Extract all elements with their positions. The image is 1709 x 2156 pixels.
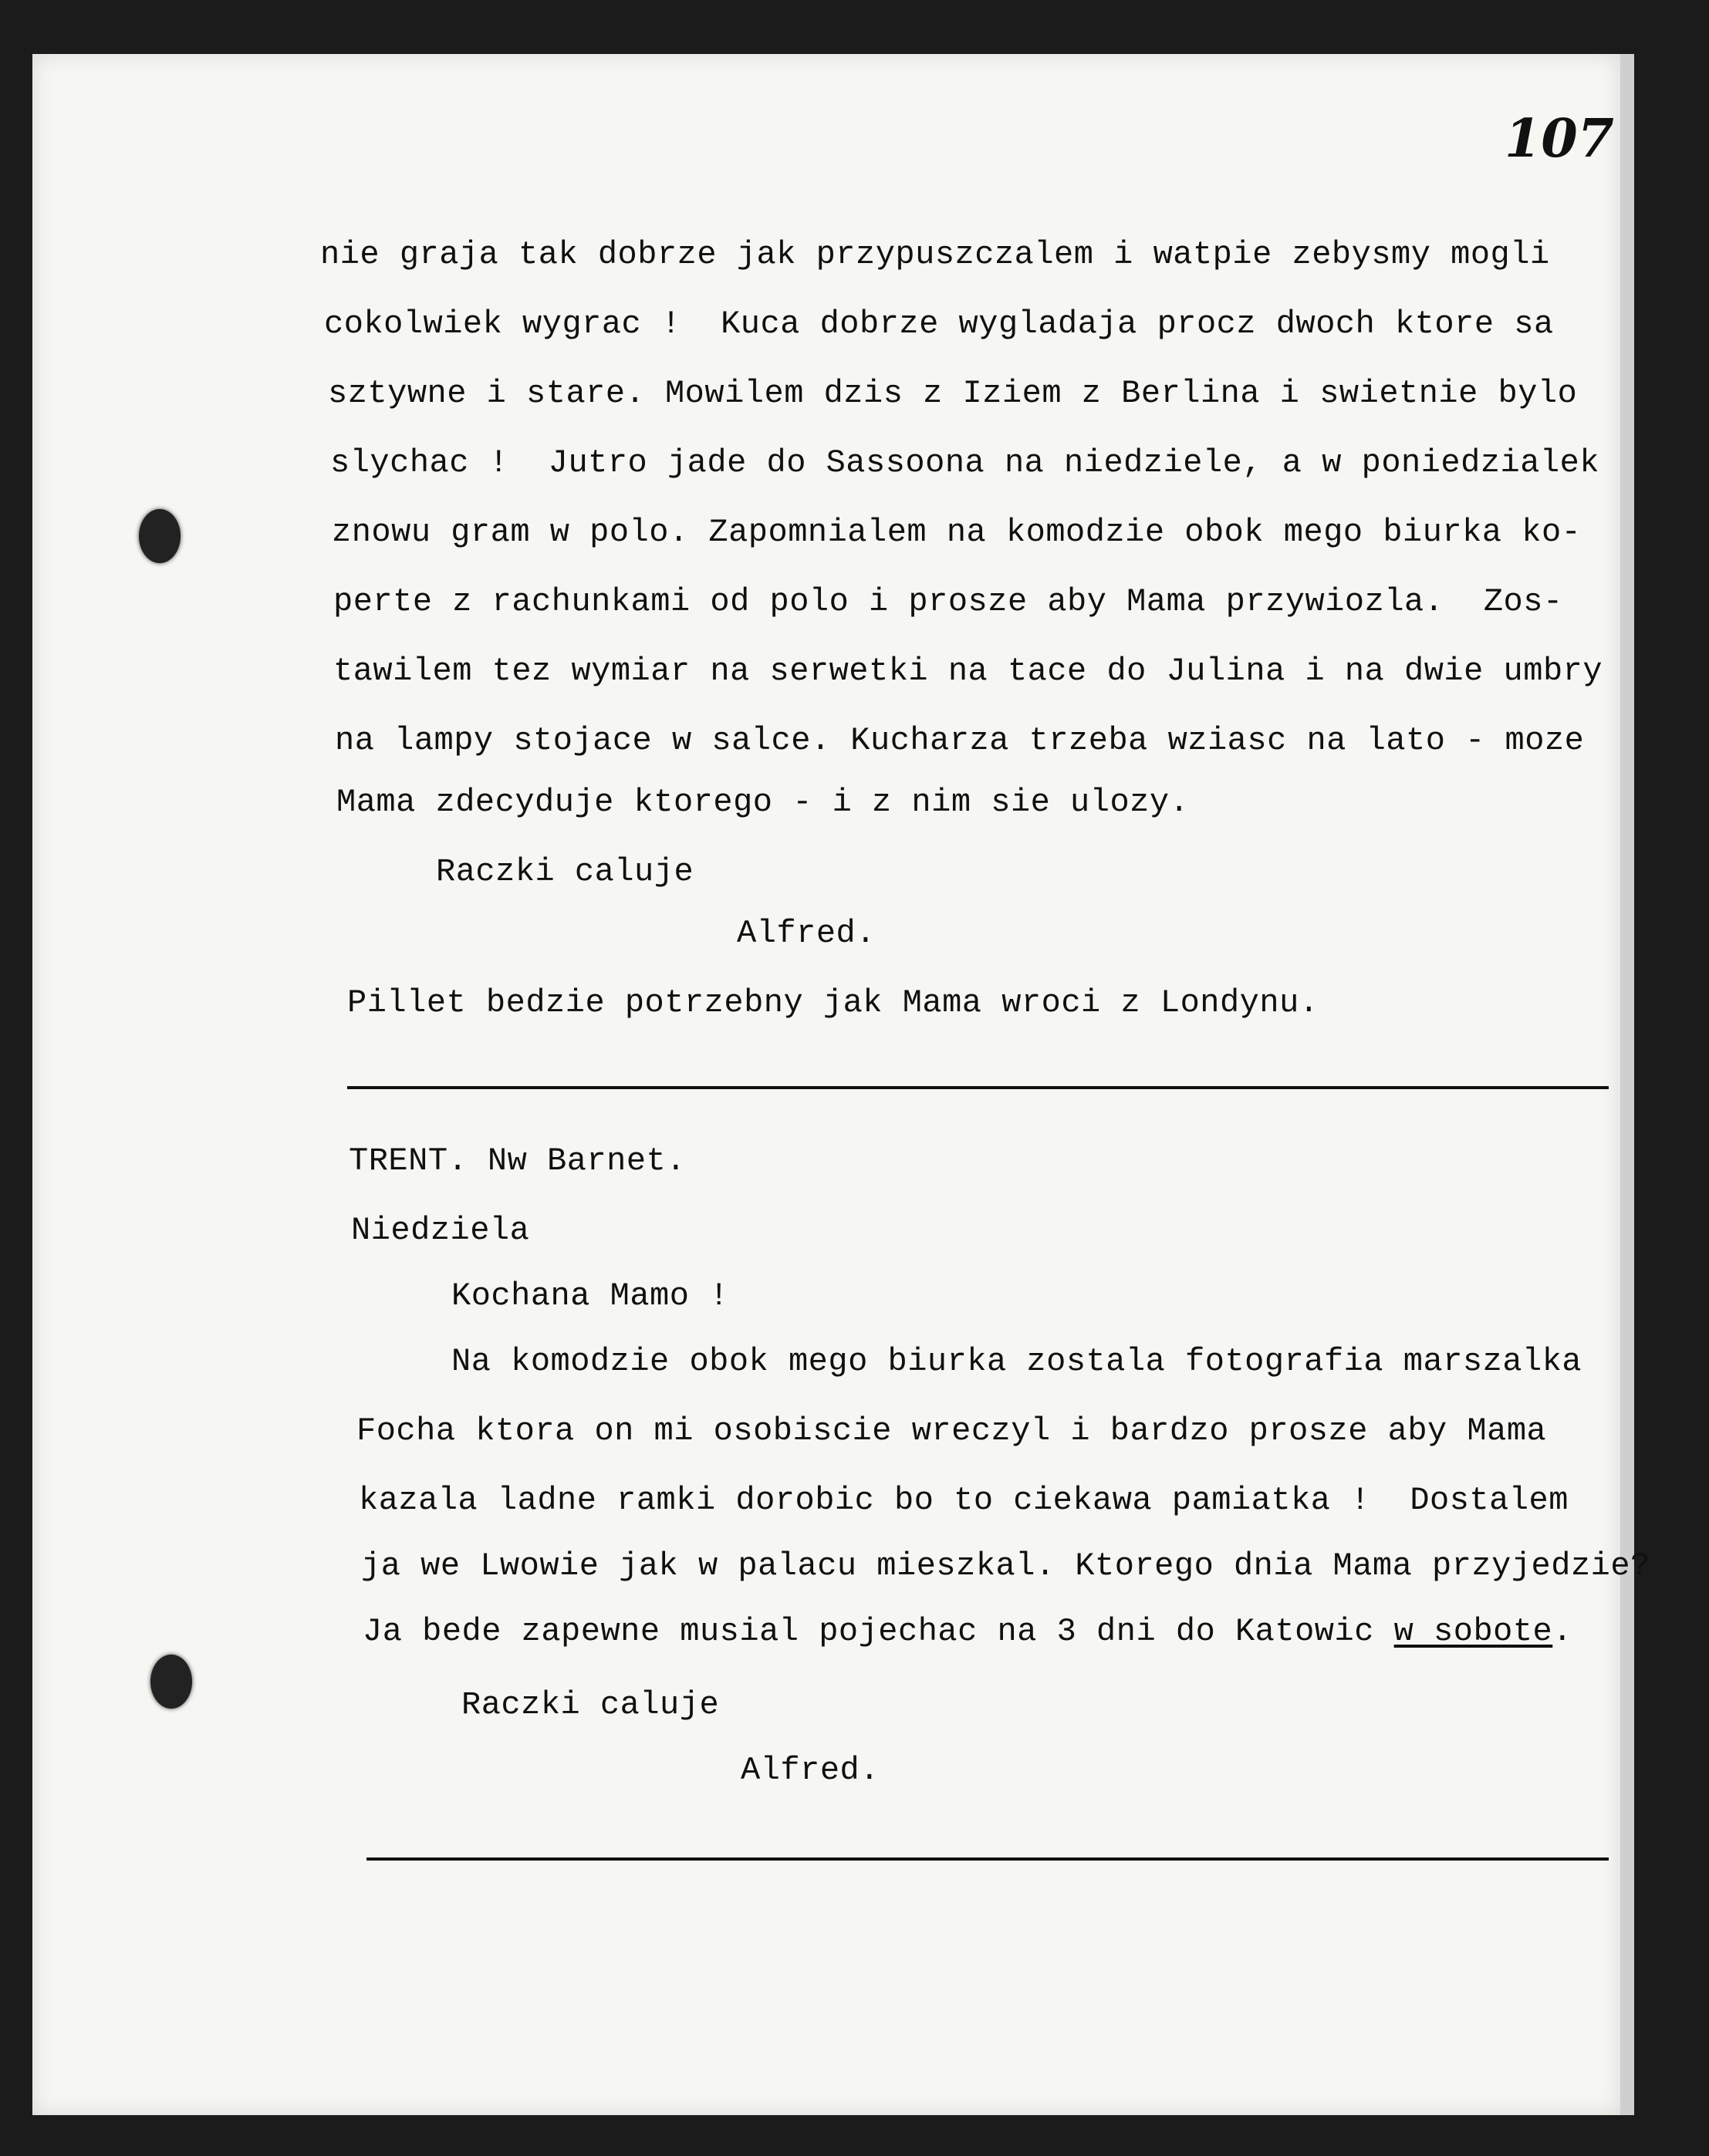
letter-one-signature: Alfred.	[737, 915, 876, 952]
letter-one-line: cokolwiek wygrac ! Kuca dobrze wygladaja procz dwoch ktore sa	[324, 305, 1554, 342]
letter-one-line: sztywne i stare. Mowilem dzis z Iziem z Berlina i swietnie bylo	[328, 375, 1578, 412]
letter-two-salutation: Kochana Mamo !	[451, 1277, 729, 1314]
letter-two-line: kazala ladne ramki dorobic bo to ciekawa pamiatka ! Dostalem	[359, 1482, 1569, 1519]
letter-one-line: perte z rachunkami od polo i prosze aby Mama przywiozla. Zos-	[333, 583, 1563, 620]
letter-two-header: TRENT. Nw Barnet.	[349, 1142, 686, 1179]
separator-rule	[347, 1086, 1609, 1089]
letter-one-closing: Raczki caluje	[436, 853, 694, 890]
page-edge	[1620, 54, 1634, 2115]
letter-one-line: nie graja tak dobrze jak przypuszczalem i watpie zebysmy mogli	[320, 236, 1550, 273]
letter-two-line	[363, 1612, 1572, 1651]
page-number: 107	[1505, 108, 1614, 170]
letter-two-line: ja we Lwowie jak w palacu mieszkal. Ktorego dnia Mama przyjedzie?	[361, 1547, 1650, 1584]
letter-two-last-line-end: .	[1552, 1613, 1572, 1650]
letter-two-signature: Alfred.	[741, 1752, 880, 1789]
letter-two-line: Na komodzie obok mego biurka zostala fotografia marszalka	[451, 1343, 1582, 1380]
letter-one-line: znowu gram w polo. Zapomnialem na komodzie obok mego biurka ko-	[332, 514, 1582, 551]
letter-one-line: na lampy stojace w salce. Kucharza trzeba wziasc na lato - moze	[335, 722, 1585, 759]
punch-hole	[150, 1655, 192, 1709]
punch-hole	[139, 509, 181, 563]
letter-one-line: tawilem tez wymiar na serwetki na tace do Julina i na dwie umbry	[333, 653, 1603, 690]
letter-two-underlined-date: w sobote	[1393, 1613, 1553, 1650]
letter-two-closing: Raczki caluje	[461, 1686, 720, 1723]
separator-rule	[366, 1857, 1609, 1861]
document-page	[32, 54, 1620, 2115]
letter-two-line: Focha ktora on mi osobiscie wreczyl i bardzo prosze aby Mama	[356, 1412, 1547, 1449]
letter-one-postscript: Pillet bedzie potrzebny jak Mama wroci z Londynu.	[347, 984, 1319, 1021]
letter-two-day: Niedziela	[351, 1212, 530, 1249]
letter-two-last-line-start: Ja bede zapewne musial pojechac na 3 dni do Katowic	[363, 1613, 1394, 1650]
letter-one-line: slychac ! Jutro jade do Sassoona na niedziele, a w poniedzialek	[330, 444, 1600, 481]
letter-one-line: Mama zdecyduje ktorego - i z nim sie ulozy.	[336, 784, 1190, 821]
